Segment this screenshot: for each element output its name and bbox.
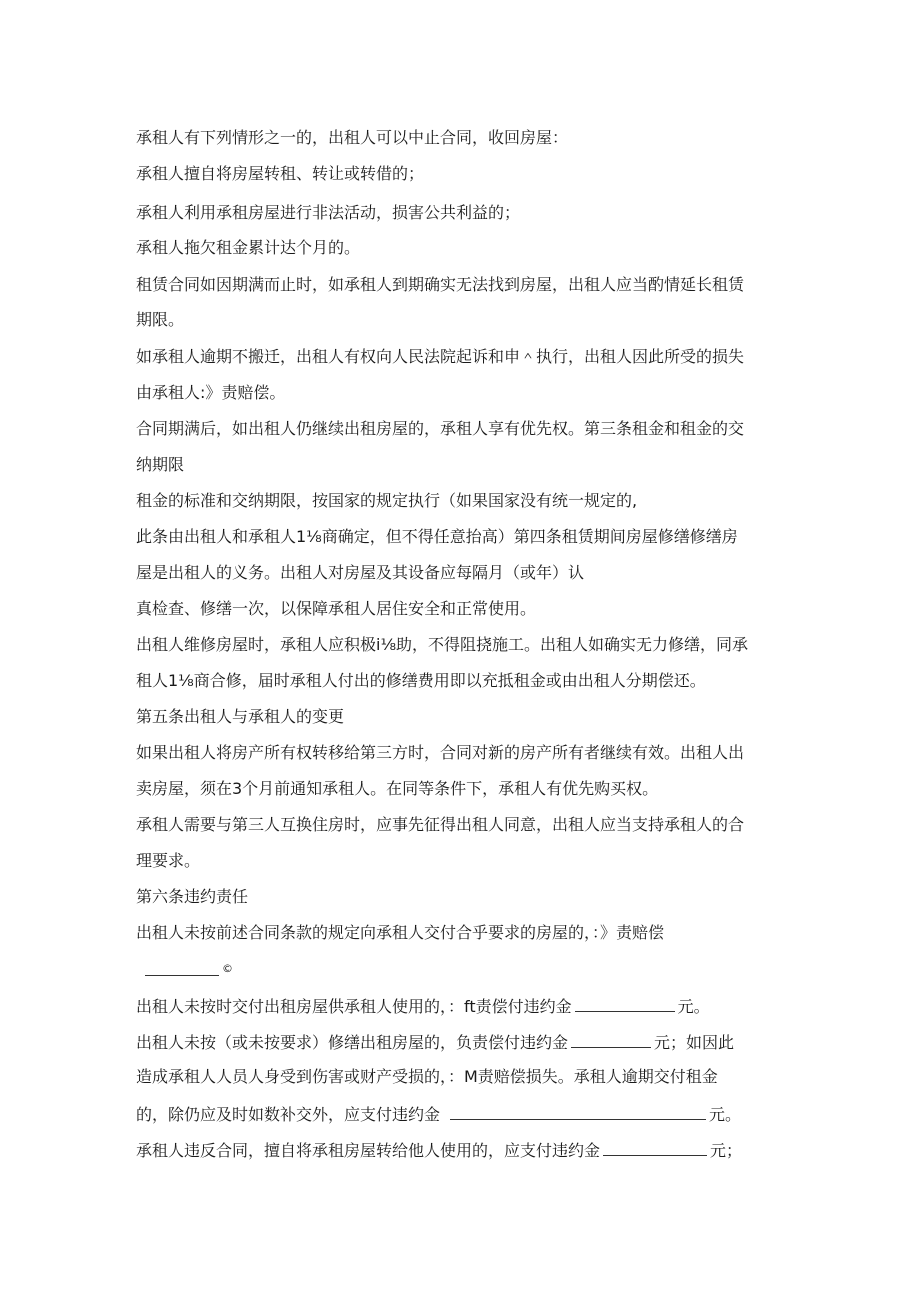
text-line: 造成承租人人员人身受到伤害或财产受损的，：M责赔偿损失。承租人逾期交付租金	[136, 1067, 718, 1086]
text-line: 承租人有下列情形之一的，出租人可以中止合同，收回房屋：	[136, 128, 569, 147]
text-line: 如果出租人将房产所有权转移给第三方时，合同对新的房产所有者继续有效。出租人出	[136, 743, 745, 762]
text-segment: 元；	[710, 1141, 743, 1160]
text-line: 期限。	[136, 310, 185, 329]
text-segment: 元；如因此	[654, 1033, 735, 1052]
text-segment: 元。	[677, 997, 710, 1016]
text-line	[136, 1031, 734, 1053]
text-line: 出租人维修房屋时，承租人应积极i⅛助，不得阻挠施工。出租人如确实无力修缮，同承	[136, 635, 748, 654]
text-line: 合同期满后，如出租人仍继续出租房屋的，承租人享有优先权。第三条租金和租金的交	[136, 419, 745, 438]
text-line: 租金的标准和交纳期限，按国家的规定执行（如果国家没有统一规定的,	[136, 491, 638, 510]
text-line: 真检查、修缮一次，以保障承租人居住安全和正常使用。	[136, 599, 537, 618]
text-line: 租人1⅛商合修，届时承租人付出的修缮费用即以充抵租金或由出租人分期偿还。	[136, 671, 706, 690]
text-segment: 出租人未按（或未按要求）修缮出租房屋的，负责偿付违约金	[136, 1033, 569, 1052]
text-line: 卖房屋，须在3个月前通知承租人。在同等条件下，承租人有优先购买权。	[136, 779, 659, 798]
text-line: 承租人需要与第三人互换住房时，应事先征得出租人同意，出租人应当支持承租人的合	[136, 815, 745, 834]
text-segment: 的，除仍应及时如数补交外，应支付违约金	[136, 1105, 441, 1124]
text-line	[136, 1103, 741, 1125]
text-segment: 承租人违反合同，擅自将承租房屋转给他人使用的，应支付违约金	[136, 1141, 601, 1160]
fill-blank[interactable]	[571, 1031, 651, 1048]
text-line: 租赁合同如因期满而止时，如承租人到期确实无法找到房屋，出租人应当酌情延长租赁	[136, 275, 745, 294]
fill-blank[interactable]	[145, 959, 219, 976]
text-line: 此条由出租人和承租人1⅛商确定，但不得任意抬高）第四条租赁期间房屋修缮修缮房	[136, 527, 738, 546]
fill-blank[interactable]	[450, 1103, 706, 1120]
text-line: 承租人擅自将房屋转租、转让或转借的；	[136, 164, 425, 183]
text-line: 纳期限	[136, 455, 185, 474]
text-line: 屋是出租人的义务。出租人对房屋及其设备应每隔月（或年）认	[136, 563, 585, 582]
text-line	[136, 1139, 742, 1161]
section-heading: 第六条违约责任	[136, 887, 249, 906]
text-segment: 元。	[709, 1105, 742, 1124]
text-line: 出租人未按前述合同条款的规定向承租人交付合乎要求的房屋的，：》责赔偿	[136, 923, 665, 942]
text-line: 承租人拖欠租金累计达个月的。	[136, 238, 361, 257]
section-heading: 第五条出租人与承租人的变更	[136, 707, 345, 726]
blank-line	[142, 959, 233, 981]
text-line: 如承租人逾期不搬迁，出租人有权向人民法院起诉和申＾执行，出租人因此所受的损失	[136, 347, 745, 366]
text-segment: 出租人未按时交付出租房屋供承租人使用的，：ft责偿付违约金	[136, 997, 572, 1016]
text-line: 承租人利用承租房屋进行非法活动，损害公共利益的；	[136, 203, 521, 222]
fill-blank[interactable]	[603, 1139, 707, 1156]
text-line: 由承租人:》责赔偿。	[136, 383, 286, 402]
circle-mark: ©	[222, 962, 233, 975]
text-line	[136, 995, 710, 1017]
text-line: 理要求。	[136, 851, 201, 870]
fill-blank[interactable]	[575, 995, 675, 1012]
